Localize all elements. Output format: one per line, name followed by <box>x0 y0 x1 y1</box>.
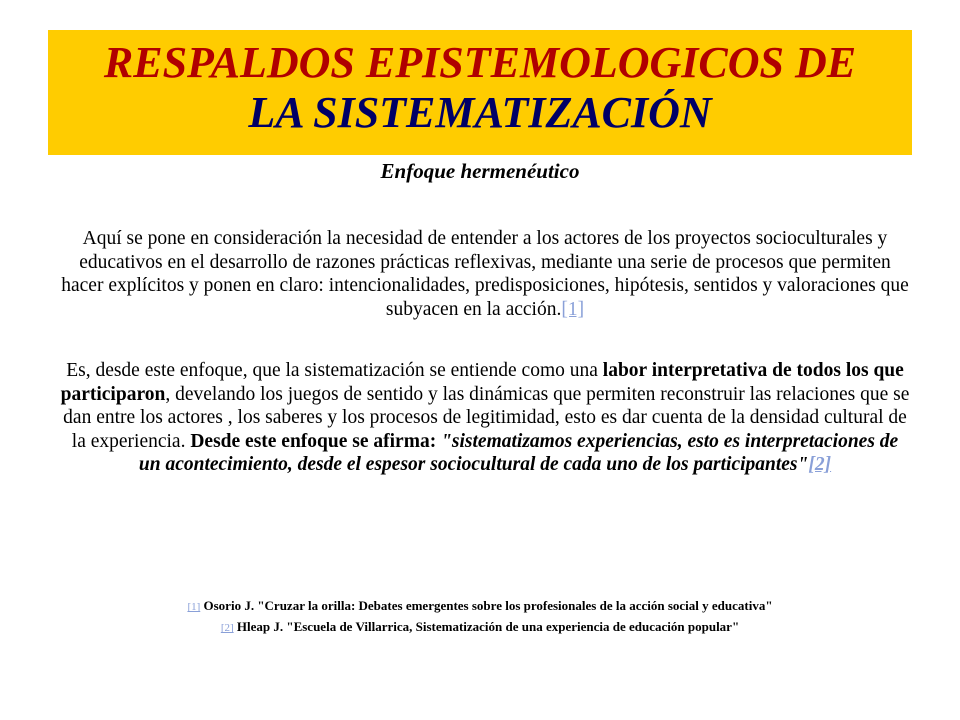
paragraph-2-intro: Es, desde este enfoque, que la sistematización se entiende como una <box>66 360 603 381</box>
page-title <box>48 38 912 138</box>
title-line-1: RESPALDOS EPISTEMOLOGICOS DE <box>103 38 857 87</box>
footnote-2-text: Hleap J. "Escuela de Villarrica, Sistematización de una experiencia de educación popular" <box>233 619 740 634</box>
paragraph-1 <box>60 227 910 321</box>
title-line-2: LA SISTEMATIZACIÓN <box>248 88 712 137</box>
paragraph-2-bold-2: Desde este enfoque se afirma: <box>190 430 442 452</box>
footnote-1 <box>0 596 960 617</box>
footnotes <box>0 596 960 638</box>
footnote-link-2[interactable]: [2] <box>808 454 832 476</box>
footnote-1-text: Osorio J. "Cruzar la orilla: Debates emergentes sobre los profesionales de la acción social y educativa" <box>200 598 773 613</box>
paragraph-2 <box>60 359 910 477</box>
paragraph-1-text: Aquí se pone en consideración la necesidad de entender a los actores de los proyectos socioculturales y educativos en el desarrollo de razones prácticas reflexivas, mediante una serie de procesos que permiten hacer explícitos y ponen en claro: intencionalidades, predisposiciones, hipótesis, sentidos y valoraciones que subyacen en la acción. <box>61 228 909 320</box>
footnote-link-1[interactable]: [1] <box>561 298 585 320</box>
quote-text: "sistematizamos experiencias, esto es interpretaciones de un acontecimiento, desde el espesor sociocultural de cada uno de los participantes" <box>138 430 899 476</box>
footnote-2 <box>0 617 960 638</box>
footnote-2-ref[interactable]: [2] <box>220 622 234 634</box>
paragraph-2-middle: , develando los juegos de sentido y las dinámicas que permiten reconstruir las relaciones que se dan entre los actores , los saberes y los procesos de legitimidad, esto es dar cuenta de la densidad cultural de la experiencia. <box>63 383 910 452</box>
title-banner <box>48 30 912 155</box>
section-subtitle: Enfoque hermenéutico <box>380 159 580 183</box>
footnote-1-ref[interactable]: [1] <box>187 601 201 613</box>
paragraph-2-bold: labor interpretativa de todos los que participaron <box>60 360 904 405</box>
